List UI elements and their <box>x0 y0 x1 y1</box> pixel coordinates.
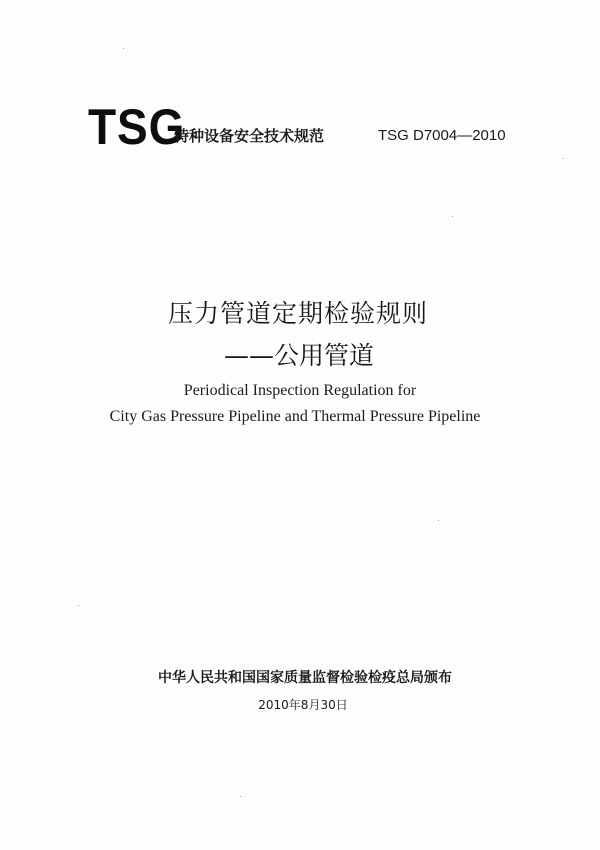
title-english-line-1: Periodical Inspection Regulation for <box>183 382 417 399</box>
document-number: TSG D7004—2010 <box>378 127 506 144</box>
series-name: 特种设备安全技术规范 <box>174 127 325 145</box>
cover-header <box>88 100 528 160</box>
issue-date: 2010年8月30日 <box>258 698 348 712</box>
scan-speck <box>78 605 79 606</box>
subtitle-chinese: ——公用管道 <box>223 341 374 370</box>
title-chinese: 压力管道定期检验规则 <box>167 299 428 328</box>
issuing-authority: 中华人民共和国国家质量监督检验检疫总局颁布 <box>158 670 452 686</box>
scan-speck <box>438 520 439 521</box>
scan-speck <box>123 48 124 49</box>
title-english-line-2: City Gas Pressure Pipeline and Thermal Pressure Pipeline <box>109 408 481 425</box>
tsg-logo: TSG <box>88 99 186 155</box>
issuer-block <box>0 668 600 714</box>
scan-speck <box>452 216 453 217</box>
scan-speck <box>563 158 564 159</box>
title-block <box>0 296 600 428</box>
scan-speck <box>240 796 241 797</box>
